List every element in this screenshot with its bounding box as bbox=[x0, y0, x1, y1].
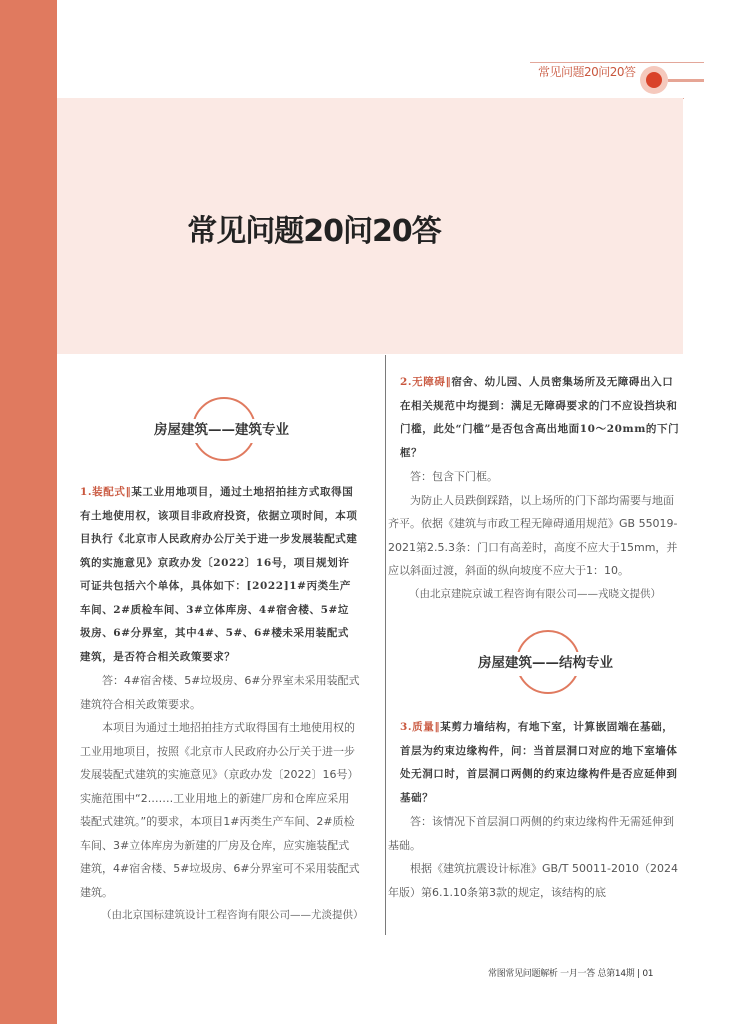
section-header-structure bbox=[388, 606, 683, 716]
question-2 bbox=[388, 371, 683, 465]
answer-2-detail: 为防止人员跌倒踩踏，以上场所的门下部均需要与地面齐平。依据《建筑与市政工程无障碍通用规范》GB 55019-2021第2.5.3条：门口有高差时，高度不应大于15mm，并应以斜面过渡，斜面的纵向坡度不应大于1：10。 bbox=[388, 493, 678, 577]
running-title: 常见问题20问20答 bbox=[538, 65, 636, 79]
column-divider bbox=[385, 355, 386, 935]
left-color-band bbox=[0, 0, 57, 1024]
section-title: 房屋建筑——建筑专业 bbox=[150, 419, 293, 443]
page-footer: 常图常见问题解析 一月一答 总第14期 | 01 bbox=[488, 969, 654, 979]
question-3 bbox=[388, 716, 683, 810]
answer-1: 答：4#宿舍楼、5#垃圾房、6#分界室未采用装配式建筑符合相关政策要求。 bbox=[80, 674, 360, 711]
page-title: 常见问题20问20答 bbox=[187, 214, 441, 249]
credit-1: （由北京国标建筑设计工程咨询有限公司——尤淡提供） bbox=[101, 909, 364, 921]
credit-2: （由北京建院京诚工程咨询有限公司——戎晓文提供） bbox=[409, 587, 661, 600]
question-tag: 2.无障碍‖ bbox=[400, 376, 452, 388]
question-tag: 1.装配式‖ bbox=[80, 486, 132, 498]
header-dot-icon bbox=[646, 72, 662, 88]
header-stripe bbox=[668, 79, 704, 82]
section-header-architecture bbox=[80, 355, 360, 463]
right-column bbox=[388, 355, 683, 935]
section-title: 房屋建筑——结构专业 bbox=[474, 652, 617, 676]
question-text: 某剪力墙结构，有地下室，计算嵌固端在基础，首层为约束边缘构件，问：当首层洞口对应的地下室墙体处无洞口时，首层洞口两侧的约束边缘构件是否应延伸到基础？ bbox=[400, 721, 678, 804]
answer-1-detail: 本项目为通过土地招拍挂方式取得国有土地使用权的工业用地项目，按照《北京市人民政府办公厅关于进一步发展装配式建筑的实施意见》（京政办发〔2022〕16号）实施范围中“2.……工业用地上的新建厂房和仓库应采用装配式建筑。”的要求，本项目1#丙类生产车间、2#质检车间、3#立体库房为新建的厂房及仓库，应实施装配式建筑，4#宿舍楼、5#垃圾房、6#分界室可不采用装配式建筑。 bbox=[80, 721, 360, 899]
question-1 bbox=[80, 481, 360, 669]
answer-3-detail: 根据《建筑抗震设计标准》GB/T 50011-2010（2024年版）第6.1.10条第3款的规定，该结构的底 bbox=[388, 862, 678, 899]
answer-2: 答：包含下门框。 bbox=[410, 470, 498, 483]
question-text: 某工业用地项目，通过土地招拍挂方式取得国有土地使用权，该项目非政府投资，依据立项时间，本项目执行《北京市人民政府办公厅关于进一步发展装配式建筑的实施意见》京政办发〔2022〕16号，项目规划许可证共包括六个单体，具体如下：[2022]1#丙类生产车间、2#质检车间、3#立体库房、4#宿舍楼、5#垃圾房、6#分界室，其中4#、5#、6#楼未采用装配式建筑，是否符合相关政策要求？ bbox=[80, 486, 358, 663]
question-tag: 3.质量‖ bbox=[400, 721, 441, 733]
answer-3: 答：该情况下首层洞口两侧的约束边缘构件无需延伸到基础。 bbox=[388, 815, 674, 852]
question-text: 宿舍、幼儿园、人员密集场所及无障碍出入口在相关规范中均提到：满足无障碍要求的门不应设挡块和门槛，此处“门槛”是否包含高出地面10～20mm的下门框？ bbox=[400, 376, 680, 459]
left-column bbox=[80, 355, 364, 935]
